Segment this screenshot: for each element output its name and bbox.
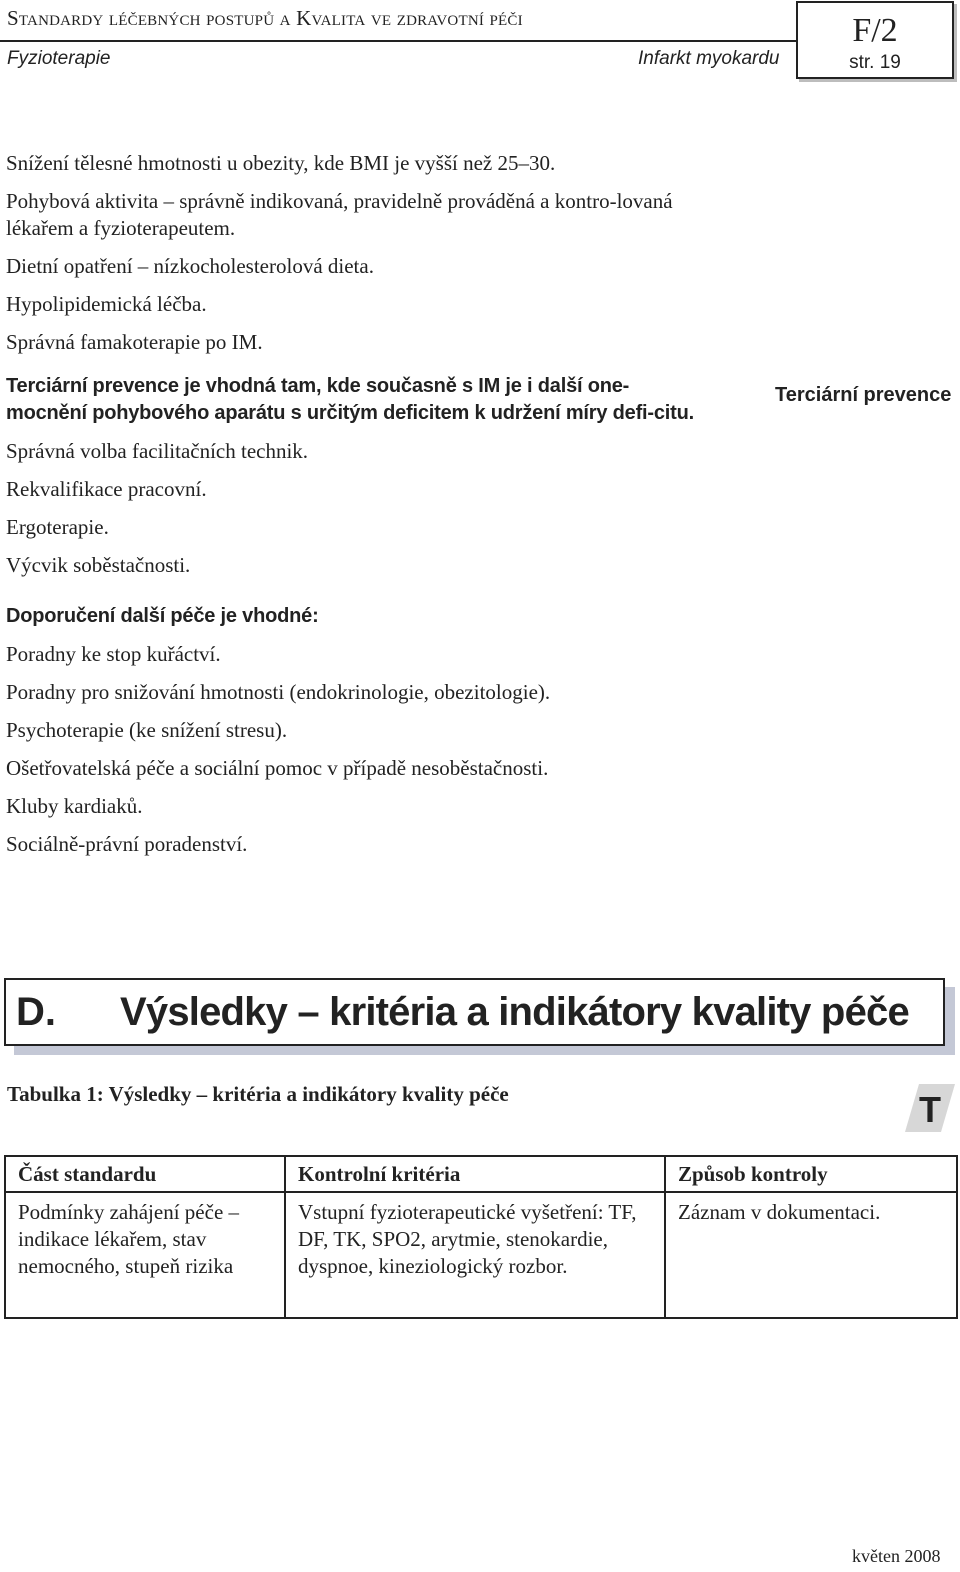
table-cell: Podmínky zahájení péče – indikace lékařem, stav nemocného, stupeň rizika [5,1192,285,1318]
tertiary-heading: Terciární prevence je vhodná tam, kde současně s IM je i další one-mocnění pohybového aparátu s určitým deficitem k udržení míry defi-citu. [6,375,694,424]
list-item: Ergoterapie. [6,515,109,539]
text-line: Hypolipidemická léčba. [6,292,207,316]
list-item: Rekvalifikace pracovní. [6,477,207,501]
column-header: Část standardu [5,1156,285,1192]
header-title: Standardy léčebných postupů a Kvalita ve zdravotní péči [7,6,523,30]
margin-label: Terciární prevence [775,384,952,406]
text-line: Dietní opatření – nízkocholesterolová dieta. [6,254,374,278]
text-line: Správná famakoterapie po IM. [6,330,263,354]
list-item: Ošetřovatelská péče a sociální pomoc v případě nesoběstačnosti. [6,756,549,780]
list-item: Poradny ke stop kuřáctví. [6,642,221,666]
section-title: Výsledky – kritéria a indikátory kvality péče [120,990,909,1034]
column-header: Způsob kontroly [665,1156,957,1192]
table-cell: Vstupní fyzioterapeutické vyšetření: TF, DF, TK, SPO2, arytmie, stenokardie, dyspnoe, kineziologický rozbor. [285,1192,665,1318]
header-rule [0,40,796,42]
table-caption: Tabulka 1: Výsledky – kritéria a indikátory kvality péče [7,1082,509,1106]
list-item: Výcvik soběstačnosti. [6,553,191,577]
table-icon-letter: T [919,1089,941,1130]
page-box [796,1,954,79]
table-icon [905,1082,955,1134]
list-item: Poradny pro snižování hmotnosti (endokrinologie, obezitologie). [6,680,551,704]
list-item: Správná volba facilitačních technik. [6,439,309,463]
list-item: Kluby kardiaků. [6,794,143,818]
document-code: F/2 [852,12,898,49]
text-line: Pohybová aktivita – správně indikovaná, pravidelně prováděná a kontro-lovaná lékařem a fyzioterapeutem. [6,189,673,240]
table-header-row [5,1156,957,1192]
header-topic: Infarkt myokardu [638,48,780,69]
table-cell: Záznam v dokumentaci. [665,1192,957,1318]
text-line: Snížení tělesné hmotnosti u obezity, kde BMI je vyšší než 25–30. [6,151,556,175]
main-content [6,150,706,869]
header-section: Fyzioterapie [7,48,111,69]
results-table [4,1155,958,1319]
list-item: Psychoterapie (ke snížení stresu). [6,718,288,742]
section-letter: D. [16,990,56,1034]
column-header: Kontrolní kritéria [285,1156,665,1192]
footer-date: květen 2008 [852,1546,941,1566]
table-row [5,1192,957,1318]
page-number: str. 19 [849,52,901,73]
list-item: Sociálně-právní poradenství. [6,832,248,856]
care-heading: Doporučení další péče je vhodné: [6,605,319,627]
section-heading-box [4,978,945,1046]
